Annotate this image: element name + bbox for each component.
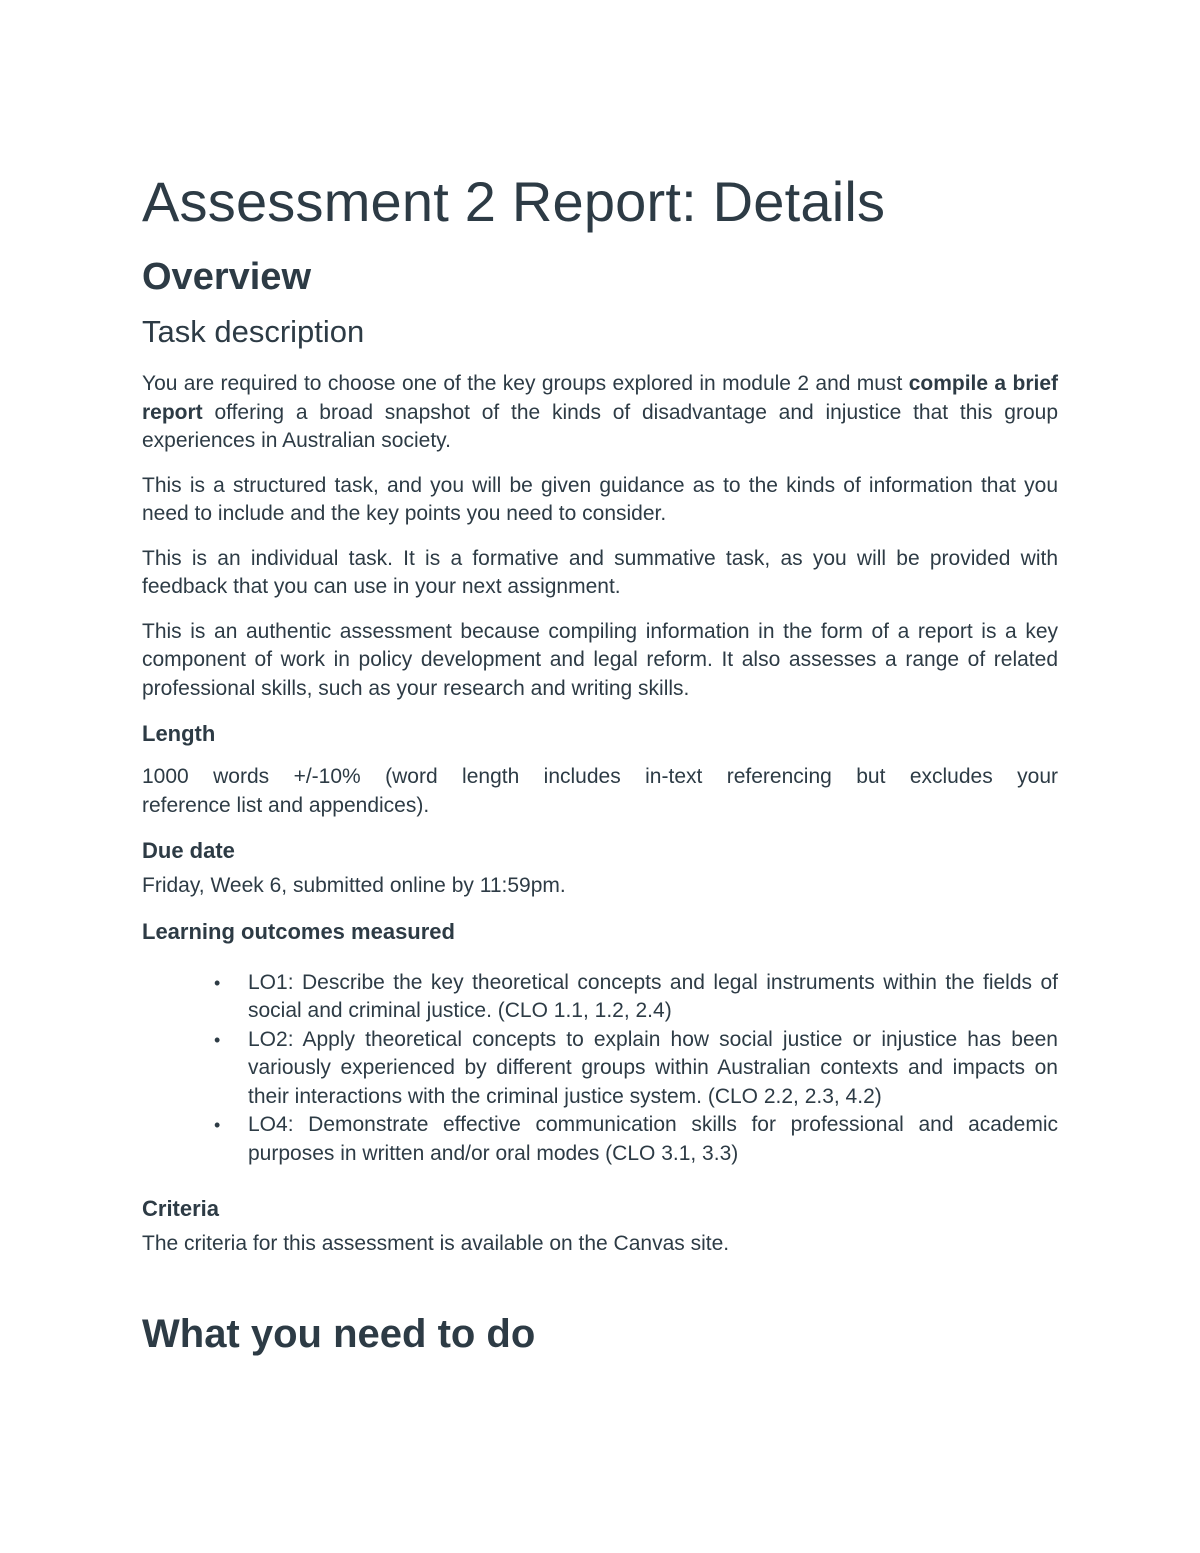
- task-description-heading: Task description: [142, 314, 365, 349]
- bullet-icon: •: [214, 972, 221, 993]
- learning-outcome-text: LO2: Apply theoretical concepts to explain how social justice or injustice has been variously experienced by different groups within Australian contexts and impacts on their interactions with the criminal justice system. (CLO 2.2, 2.3, 4.2): [248, 1027, 1058, 1108]
- list-item: [214, 1026, 1058, 1112]
- length-text: [142, 763, 1058, 820]
- task-paragraph-1-bold: compile a brief report: [142, 372, 1058, 424]
- task-paragraph-3: This is an individual task. It is a formative and summative task, as you will be provided with feedback that you can use in your next assignment.: [142, 546, 1058, 598]
- task-paragraph-2: This is a structured task, and you will be given guidance as to the kinds of information that you need to include and the key points you need to consider.: [142, 473, 1058, 525]
- due-date-text: Friday, Week 6, submitted online by 11:59pm.: [142, 874, 566, 897]
- length-line-2: reference list and appendices).: [142, 793, 430, 817]
- criteria-heading: Criteria: [142, 1196, 220, 1221]
- learning-outcome-text: LO1: Describe the key theoretical concepts and legal instruments within the fields of social and criminal justice. (CLO 1.1, 1.2, 2.4): [248, 970, 1058, 1022]
- list-item: [214, 1111, 1058, 1168]
- learning-outcomes-heading: Learning outcomes measured: [142, 918, 455, 944]
- task-paragraph-1-before: You are required to choose one of the key groups explored in module 2 and must: [142, 372, 909, 395]
- learning-outcome-text: LO4: Demonstrate effective communication skills for professional and academic purposes in written and/or oral modes (CLO 3.1, 3.3): [248, 1113, 1058, 1165]
- learning-outcomes-list: [142, 969, 1058, 1169]
- criteria-text: The criteria for this assessment is available on the Canvas site.: [142, 1232, 730, 1255]
- task-paragraph-1-after: offering a broad snapshot of the kinds of disadvantage and injustice that this group experiences in Australian society.: [142, 400, 1058, 452]
- bullet-icon: •: [214, 1029, 221, 1050]
- overview-heading: Overview: [142, 256, 311, 298]
- length-heading: Length: [142, 721, 216, 746]
- document-title: Assessment 2 Report: Details: [142, 170, 886, 233]
- task-paragraph-1: [142, 370, 1058, 456]
- list-item: [214, 969, 1058, 1026]
- length-line-1: 1000 words +/-10% (word length includes in-text referencing but excludes your: [142, 765, 1058, 788]
- bullet-icon: •: [214, 1115, 221, 1135]
- due-date-heading: Due date: [142, 838, 235, 863]
- task-paragraph-4: This is an authentic assessment because compiling information in the form of a report is a key component of work in policy development and legal reform. It also assesses a range of related professional skills, such as your research and writing skills.: [142, 619, 1058, 700]
- what-you-need-heading: What you need to do: [142, 1311, 536, 1356]
- document-page: [142, 168, 1058, 1357]
